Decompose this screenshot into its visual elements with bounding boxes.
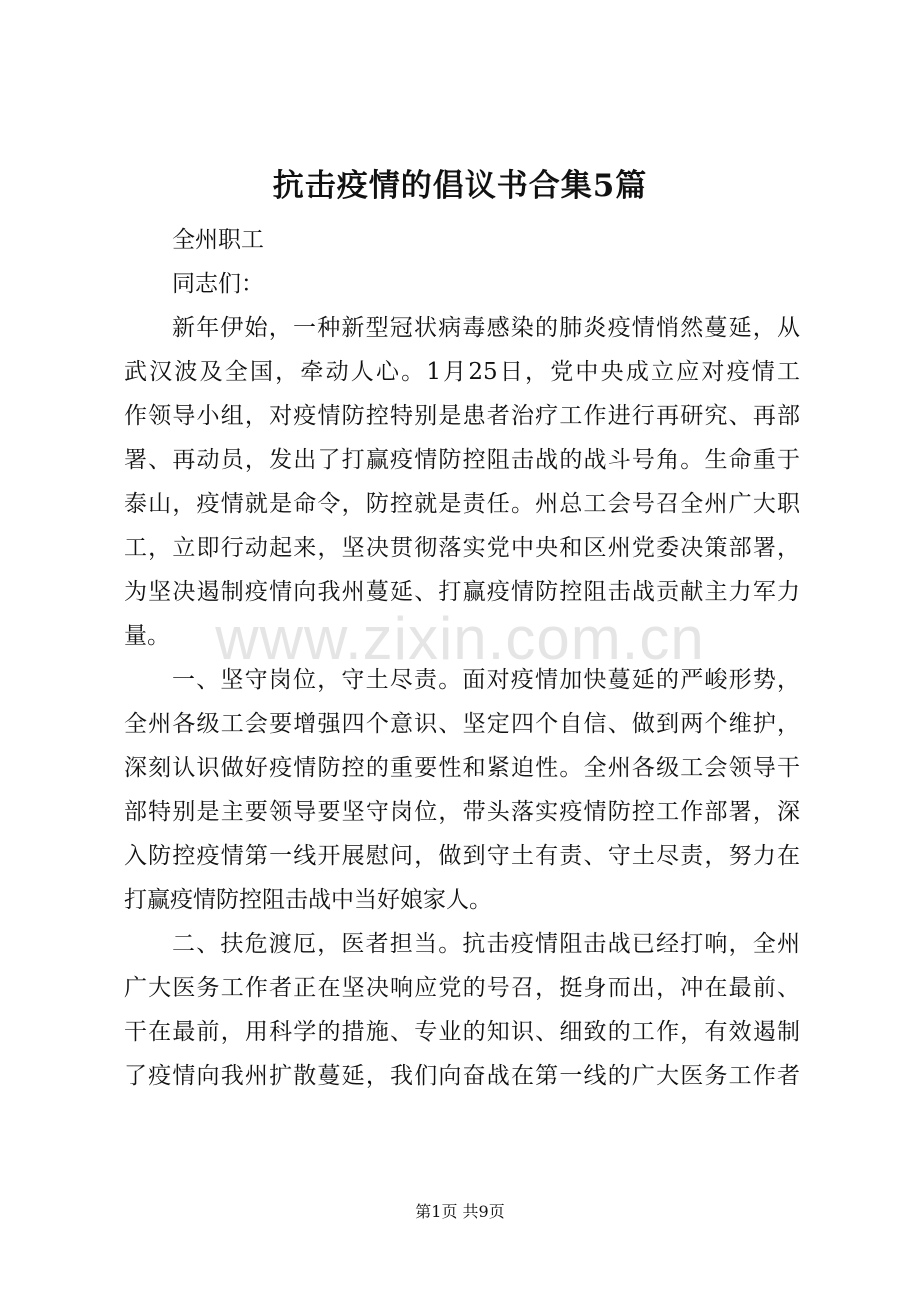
body-line: 二、扶危渡厄，医者担当。抗击疫情阻击战已经打响，全州 <box>172 931 800 957</box>
body-line: 一、坚守岗位，守土尽责。面对疫情加快蔓延的严峻形势， <box>172 667 800 693</box>
body-line: 量。 <box>124 623 170 649</box>
body-line: 部特别是主要领导要坚守岗位，带头落实疫情防控工作部署，深 <box>124 799 800 825</box>
body-line: 全州职工 <box>172 227 264 253</box>
page-footer: 第1页 共9页 <box>415 1202 505 1221</box>
body-line: 深刻认识做好疫情防控的重要性和紧迫性。全州各级工会领导干 <box>124 755 800 781</box>
body-line: 干在最前，用科学的措施、专业的知识、细致的工作，有效遏制 <box>124 1019 800 1045</box>
document-title: 抗击疫情的倡议书合集5篇 <box>272 168 648 204</box>
body-line: 打赢疫情防控阻击战中当好娘家人。 <box>124 887 492 913</box>
body-line: 工，立即行动起来，坚决贯彻落实党中央和区州党委决策部署， <box>124 535 800 561</box>
body-line: 广大医务工作者正在坚决响应党的号召，挺身而出，冲在最前、 <box>124 975 800 1001</box>
body-line: 了疫情向我州扩散蔓延，我们向奋战在第一线的广大医务工作者 <box>124 1063 800 1089</box>
body-line: 全州各级工会要增强四个意识、坚定四个自信、做到两个维护， <box>124 711 800 737</box>
body-line: 为坚决遏制疫情向我州蔓延、打赢疫情防控阻击战贡献主力军力 <box>124 579 800 605</box>
body-line: 署、再动员，发出了打赢疫情防控阻击战的战斗号角。生命重于 <box>124 447 800 473</box>
body-line: 武汉波及全国，牵动人心。1月25日，党中央成立应对疫情工 <box>124 359 800 385</box>
body-line: 新年伊始，一种新型冠状病毒感染的肺炎疫情悄然蔓延，从 <box>172 315 800 341</box>
body-line: 同志们： <box>172 271 264 297</box>
watermark-text: www.zixin.com.cn <box>215 605 705 672</box>
body-line: 作领导小组，对疫情防控特别是患者治疗工作进行再研究、再部 <box>124 403 800 429</box>
body-line: 入防控疫情第一线开展慰问，做到守土有责、守土尽责，努力在 <box>124 843 800 869</box>
document-body <box>124 218 800 1098</box>
body-line: 泰山，疫情就是命令，防控就是责任。州总工会号召全州广大职 <box>124 491 800 517</box>
